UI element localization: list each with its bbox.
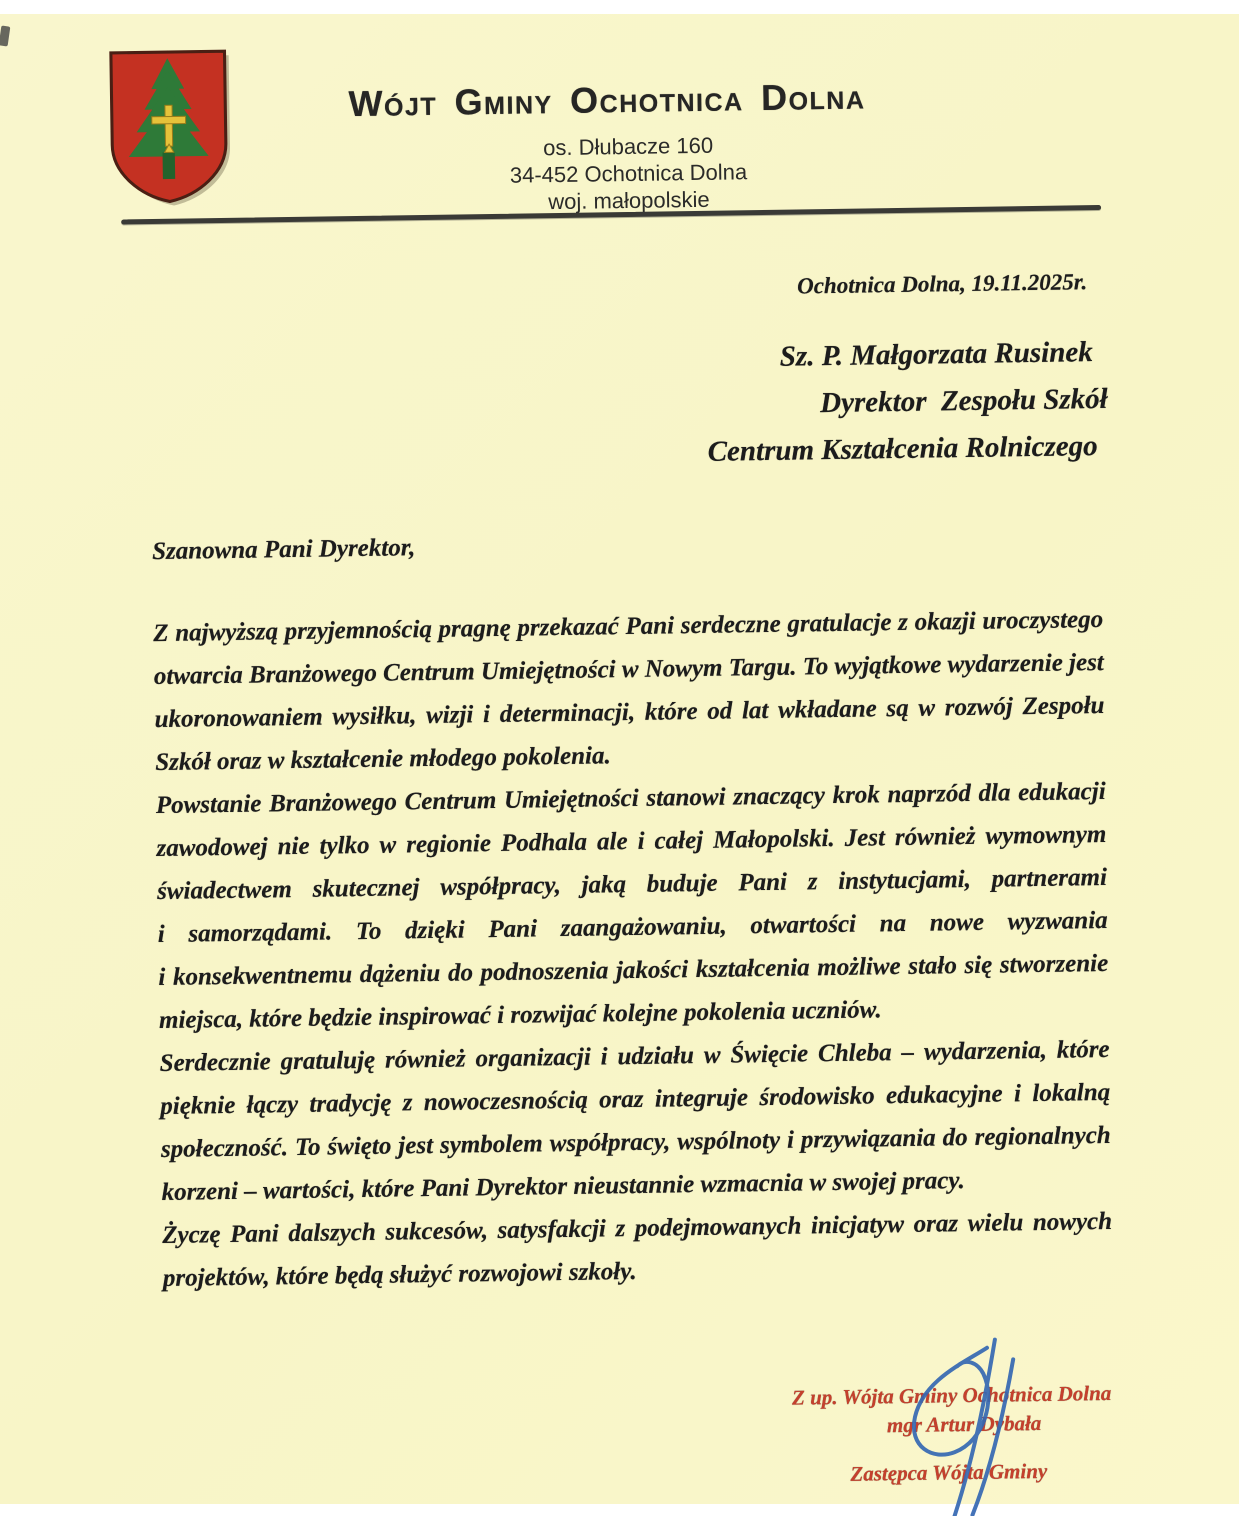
recipient-institution: Centrum Kształcenia Rolniczego [707,430,1098,468]
body-line: zawodowej nie tylko w regionie Podhala ale i całej Małopolski. Jest również wymownym [156,820,1107,863]
handwritten-signature-ink [891,1335,1064,1516]
recipient-block [706,328,1158,476]
body-line: Z najwyższą przyjemnością pragnę przekazać Pani serdeczne gratulacje z okazji uroczystego [153,605,1104,648]
date-line: Ochotnica Dolna, 19.11.2025r. [796,269,1088,299]
sender-address-line: 34-452 Ochotnica Dolna [509,159,748,188]
body-line: Powstanie Branżowego Centrum Umiejętności stanowi znaczący krok naprzód dla edukacji [155,777,1106,820]
body-line: korzeni – wartości, które Pani Dyrektor nieustannie wzmacnia w swojej pracy. [161,1167,966,1207]
signoff-name: mgr Artur Dybała [886,1410,1042,1438]
body-line: otwarcia Branżowego Centrum Umiejętności w Nowym Targu. To wyjątkowe wydarzenie jest [153,648,1104,691]
salutation: Szanowna Pani Dyrektor, [151,534,416,566]
signoff-authorization: Z up. Wójta Gminy Ochotnica Dolna [791,1380,1112,1410]
sender-address-line: os. Dłubacze 160 [542,132,714,161]
body-line: Serdecznie gratuluję również organizacji i udziału w Święcie Chleba – wydarzenia, które [159,1035,1110,1078]
recipient-name: Sz. P. Małgorzata Rusinek [779,336,1093,373]
recipient-role: Dyrektor Zespołu Szkół [819,382,1108,420]
body-line: miejsca, które będzie inspirować i rozwijać kolejne pokolenia uczniów. [158,996,882,1035]
body-line: świadectwem skutecznej współpracy, jaką buduje Pani z instytucjami, partnerami [156,863,1108,906]
body-line: i samorządami. To dzięki Pani zaangażowaniu, otwartości na nowe wyzwania [157,906,1108,949]
body-line: społeczność. To święto jest symbolem współpracy, wspólnoty i przywiązania do regionalnych [160,1121,1111,1164]
body-line: Życzę Pani dalszych sukcesów, satysfakcji z podejmowanych inicjatyw oraz wielu nowych [162,1207,1113,1249]
body-line: pięknie łączy tradycję z nowoczesnością oraz integruje środowisko edukacyjne i lokalną [160,1078,1111,1121]
body-line: projektów, które będą służyć rozwojowi szkoły. [162,1257,637,1292]
letter-body [152,516,1113,1300]
sender-address-line: woj. małopolskie [548,186,710,215]
body-line: Szkół oraz w kształcenie młodego pokolenia. [155,742,611,777]
sender-title: Wójt Gminy Ochotnica Dolna [348,75,866,125]
signoff-role: Zastępca Wójta Gminy [850,1458,1048,1486]
body-line: i konsekwentnemu dążeniu do podnoszenia jakości kształcenia możliwe stało się stworzenie [158,949,1109,992]
body-line: ukoronowaniem wysiłku, wizji i determinacji, które od lat wkładane są w rozwój Zespołu [154,691,1105,734]
